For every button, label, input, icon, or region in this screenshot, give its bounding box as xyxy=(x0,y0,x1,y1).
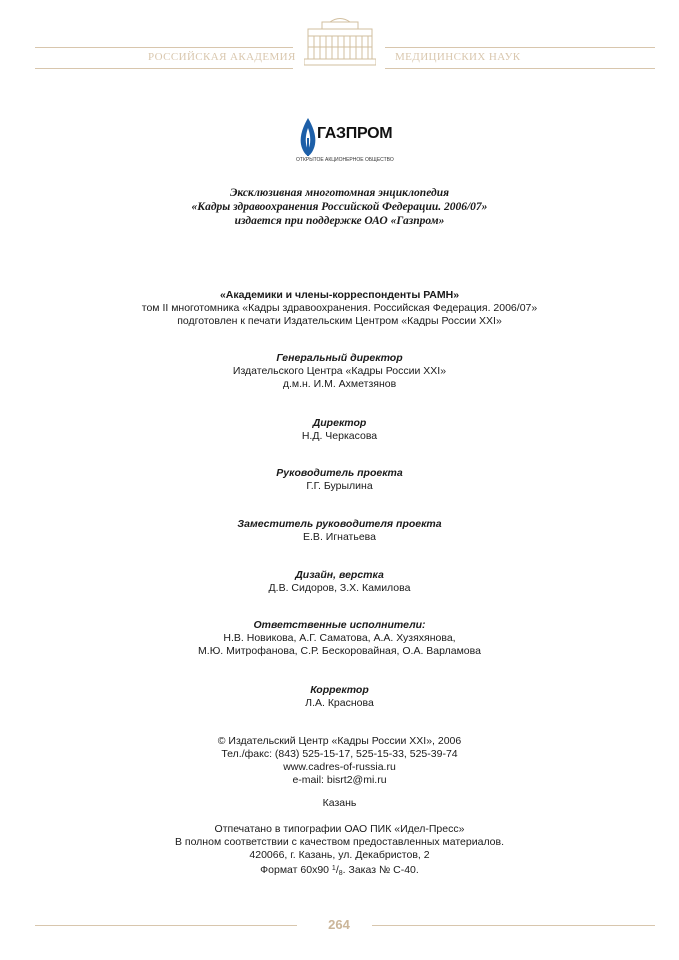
print-line: Отпечатано в типографии ОАО ПИК «Идел-Пресс» xyxy=(214,823,465,835)
website-link[interactable]: www.cadres-of-russia.ru xyxy=(283,761,396,773)
email-link[interactable]: e-mail: bisrt2@mi.ru xyxy=(292,774,387,786)
gazprom-logo xyxy=(296,118,396,166)
logo-subtitle: ОТКРЫТОЕ АКЦИОНЕРНОЕ ОБЩЕСТВО xyxy=(296,157,394,163)
credit-general-director xyxy=(0,352,679,391)
credit-role: Заместитель руководителя проекта xyxy=(237,518,442,530)
intro-line: Эксклюзивная многотомная энциклопедия xyxy=(229,187,450,199)
credit-role: Дизайн, верстка xyxy=(295,569,384,581)
credit-line: Издательского Центра «Кадры России XXI» xyxy=(232,365,447,377)
logo-name: ГАЗПРОМ xyxy=(317,125,393,142)
credit-role: Ответственные исполнители: xyxy=(253,619,426,631)
credit-executors xyxy=(0,619,679,658)
credit-line: д.м.н. И.М. Ахметзянов xyxy=(282,378,397,390)
city xyxy=(0,797,679,810)
print-line: 420066, г. Казань, ул. Декабристов, 2 xyxy=(249,849,430,861)
page-header xyxy=(0,0,679,80)
print-info xyxy=(0,823,679,880)
format-denominator: 8 xyxy=(338,870,343,877)
credit-name: Д.В. Сидоров, З.Х. Камилова xyxy=(268,582,411,594)
copyright: © Издательский Центр «Кадры России XXI», 2006 xyxy=(217,735,462,747)
book-line: подготовлен к печати Издательским Центром «Кадры России XXI» xyxy=(177,315,502,327)
credit-name: Л.А. Краснова xyxy=(305,697,374,709)
footer-rule xyxy=(35,925,297,926)
credit-role: Директор xyxy=(312,417,367,429)
credit-line: М.Ю. Митрофанова, С.Р. Бескоровайная, О.А. Варламова xyxy=(198,645,481,657)
header-right-text: МЕДИЦИНСКИХ НАУК xyxy=(395,51,521,63)
footer-rule xyxy=(372,925,655,926)
credit-name: Г.Г. Бурылина xyxy=(306,480,373,492)
header-rule xyxy=(35,68,293,69)
credit-role: Генеральный директор xyxy=(276,352,403,364)
publisher-contacts xyxy=(0,735,679,787)
header-rule xyxy=(35,47,293,48)
city-name: Казань xyxy=(322,797,357,809)
print-format: Формат 60х90 $^1/_8$. Заказ № С-40. xyxy=(260,864,419,877)
book-line: том II многотомника «Кадры здравоохранения. Российская Федерация. 2006/07» xyxy=(141,302,538,314)
print-line: В полном соответствии с качеством предоставленных материалов. xyxy=(174,836,505,848)
credit-design xyxy=(0,569,679,595)
intro-line: «Кадры здравоохранения Российской Федерации. 2006/07» xyxy=(191,201,488,213)
credit-role: Руководитель проекта xyxy=(276,467,403,479)
book-info xyxy=(0,289,679,328)
format-numerator: 1 xyxy=(331,865,336,872)
credit-name: Н.Д. Черкасова xyxy=(301,430,378,442)
phone: Тел./факс: (843) 525-15-17, 525-15-33, 525-39-74 xyxy=(221,748,458,760)
credit-deputy-head xyxy=(0,518,679,544)
header-left-text: РОССИЙСКАЯ АКАДЕМИЯ xyxy=(148,51,296,63)
intro-text xyxy=(0,186,679,228)
credit-line: Н.В. Новикова, А.Г. Саматова, А.А. Хузяхянова, xyxy=(223,632,456,644)
header-rule xyxy=(385,68,655,69)
page-number: 264 xyxy=(328,917,350,932)
format-suffix: . Заказ № С-40. xyxy=(342,864,419,876)
credit-project-head xyxy=(0,467,679,493)
book-title: «Академики и члены-корреспонденты РАМН» xyxy=(219,289,460,301)
header-rule xyxy=(385,47,655,48)
credit-corrector xyxy=(0,684,679,710)
credit-name: Е.В. Игнатьева xyxy=(303,531,376,543)
credit-director xyxy=(0,417,679,443)
academy-building-icon xyxy=(304,16,376,74)
credit-role: Корректор xyxy=(310,684,369,696)
intro-line: издается при поддержке ОАО «Газпром» xyxy=(234,215,445,227)
format-prefix: Формат 60х90 xyxy=(260,864,329,876)
